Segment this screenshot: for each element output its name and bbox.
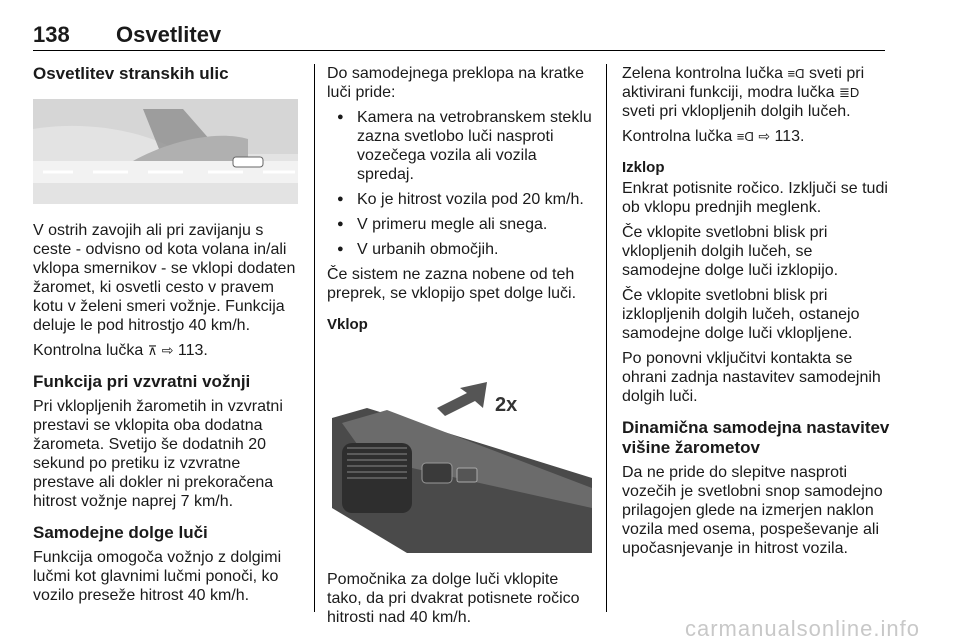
auto-highbeam-icon: ≡Ɑ [787,66,805,81]
indicator-reference-1 [33,341,303,360]
watermark-text: carmanualsonline.info [684,616,920,641]
reverse-description: Pri vklopljenih žarometih in vzvratni prestavi se vklopita oba dodatna žarometa. Svetijo še dodatnih 20 sekund po pretiku iz vzvratne prestave ali dokler ni prekoračena hitrost vožnje naprej 7 km/h. [33,398,283,510]
cornering-lamp-icon: ⊼ [147,343,158,358]
page-header [33,22,885,50]
watermark [0,614,960,642]
section-heading-auto-highbeam: Samodejne dolge luči [33,523,208,542]
activation-description: Pomočnika za dolge luči vklopite tako, da pri dvakrat potisnete ročico hitrosti nad 40 km/h. [327,571,580,626]
indicator-reference-2 [622,127,890,146]
cornering-light-illustration [33,99,298,204]
indicator-explanation [622,64,890,121]
page-ref-arrow-icon: ⇨ [161,342,174,358]
section-heading-leveling: Dinamična samodejna nastavitev višine žarometov [622,418,890,457]
indicator-text-c: sveti pri vklopljenih dolgih lučeh. [622,103,851,120]
reactivation-note: Če sistem ne zazna nobene od teh preprek, se vklopijo spet dolge luči. [327,266,577,302]
section-heading-cornering: Osvetlitev stranskih ulic [33,64,229,83]
push-count-label: 2x [495,394,518,416]
indicator-text: Kontrolna lučka [622,128,733,145]
list-item: ● V urbanih območjih. [327,240,597,259]
column-2 [327,64,597,633]
section-heading-reverse: Funkcija pri vzvratni vožnji [33,372,251,391]
auto-highbeam-description: Funkcija omogoča vožnjo z dolgimi lučmi kot glavnimi lučmi ponoči, ko vozilo preseže hitrost 40 km/h. [33,549,282,604]
leveling-description: Da ne pride do slepitve nasproti vozečih je svetlobni snop samodejno prilagojen glede na izmerjen naklon vozila med osema, pospeševanje ali upočasnjevanje in hitrost vozila. [622,464,883,557]
page-ref: 113. [177,342,208,359]
flash-highbeam-off-note: Če vklopite svetlobni blisk pri izklopljenih dolgih lučeh, ostanejo samodejne dolge luči vklopljene. [622,287,860,342]
list-item: ● Ko je hitrost vozila pod 20 km/h. [327,190,597,209]
chapter-title: Osvetlitev [116,22,222,47]
list-item: ● Kamera na vetrobranskem steklu zazna svetlobo luči nasproti vozečega vozila ali vozila spredaj. [327,108,597,184]
flash-highbeam-on-note: Če vklopite svetlobni blisk pri vklopljenih dolgih lučeh, se samodejne dolge luči izklopijo. [622,224,839,279]
auto-highbeam-icon: ≡Ɑ [736,129,754,144]
indicator-text-a: Zelena kontrolna lučka [622,65,783,82]
switch-conditions-intro: Do samodejnega preklopa na kratke luči pride: [327,65,585,101]
indicator-text: Kontrolna lučka [33,342,144,359]
conditions-list [327,108,597,259]
column-divider [314,64,315,612]
column-1 [33,64,303,611]
indicator-text-b: sveti pri aktivirani funkciji, modra lučka [622,65,865,101]
section-heading-activation: Vklop [327,316,368,333]
deactivation-description: Enkrat potisnite ročico. Izključi se tudi ob vklopu prednjih meglenk. [622,180,888,216]
header-divider [33,50,885,51]
page-number: 138 [33,22,70,47]
page-ref: 113. [774,128,805,145]
section-heading-deactivation: Izklop [622,159,665,176]
ignition-note: Po ponovni vključitvi kontakta se ohrani zadnja nastavitev samodejnih dolgih luči. [622,350,881,405]
lever-push-illustration [327,348,592,553]
highbeam-icon: ≣D [838,85,860,100]
list-item: ● V primeru megle ali snega. [327,215,597,234]
column-divider [606,64,607,612]
page-ref-arrow-icon: ⇨ [758,128,771,144]
column-3 [622,64,890,564]
cornering-description: V ostrih zavojih ali pri zavijanju s ceste - odvisno od kota volana in/ali vklopa smernikov - se vklopi dodaten žaromet, ki osvetli cesto v pravem kotu v želeni smeri vožnje. Funkcija deluje le pod hitrostjo 40 km/h. [33,222,296,334]
